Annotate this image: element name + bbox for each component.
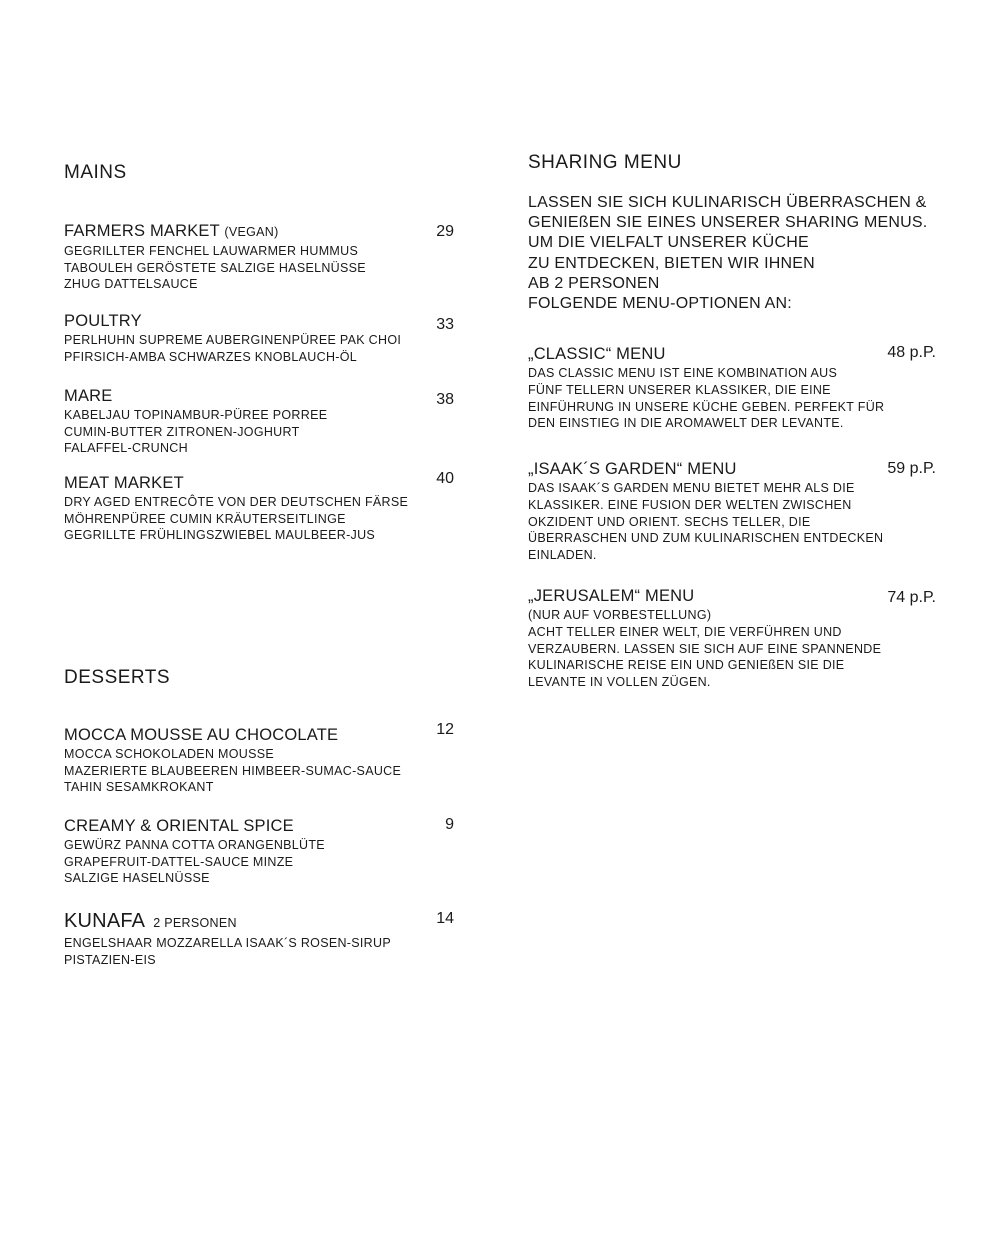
item-title: „JERUSALEM“ MENU (528, 587, 695, 605)
item-description: PERLHUHN SUPREME AUBERGINENPÜREE PAK CHOI PFIRSICH-AMBA SCHWARZES KNOBLAUCH-ÖL (64, 333, 402, 364)
item-title: „ISAAK´S GARDEN“ MENU (528, 460, 737, 478)
mains-item-mare (64, 387, 454, 457)
sharing-menu-isaaks-garden (528, 460, 936, 564)
desserts-item-creamy-oriental-spice (64, 817, 454, 887)
item-description: ENGELSHAAR MOZZARELLA ISAAK´S ROSEN-SIRUP PISTAZIEN-EIS (64, 936, 391, 967)
item-price: 12 (436, 721, 454, 738)
mains-item-farmers-market (64, 222, 454, 293)
item-description: DAS ISAAK´S GARDEN MENU BIETET MEHR ALS DIE KLASSIKER. EINE FUSION DER WELTEN ZWISCHEN OKZIDENT UND ORIENT. SECHS TELLER, DIE ÜBERRASCHEN UND ZUM KULINARISCHEN ENTDECKEN EINLADEN. (528, 481, 884, 563)
sharing-menu-intro: LASSEN SIE SICH KULINARISCH ÜBERRASCHEN & GENIEßEN SIE EINES UNSERER SHARING MENUS. UM DIE VIELFALT UNSERER KÜCHE ZU ENTDECKEN, BIETEN WIR IHNEN AB 2 PERSONEN FOLGENDE MENU-OPTIONEN AN: (528, 194, 928, 313)
item-note: 2 PERSONEN (153, 916, 237, 930)
desserts-heading: DESSERTS (64, 667, 171, 688)
mains-item-poultry (64, 312, 454, 365)
desserts-item-mocca-mousse (64, 721, 454, 796)
mains-item-meat-market (64, 470, 454, 544)
item-description: MOCCA SCHOKOLADEN MOUSSE MAZERIERTE BLAUBEEREN HIMBEER-SUMAC-SAUCE TAHIN SESAMKROKANT (64, 747, 402, 794)
item-title: „CLASSIC“ MENU (528, 345, 666, 363)
item-price: 33 (436, 316, 454, 333)
item-description: GEWÜRZ PANNA COTTA ORANGENBLÜTE GRAPEFRUIT-DATTEL-SAUCE MINZE SALZIGE HASELNÜSSE (64, 838, 325, 885)
sharing-menu-classic (528, 345, 936, 432)
sharing-menu-heading: SHARING MENU (528, 152, 682, 173)
item-price: 40 (436, 470, 454, 487)
item-title: MARE (64, 387, 113, 405)
desserts-item-kunafa (64, 911, 454, 968)
item-title: FARMERS MARKET (VEGAN) (64, 222, 279, 240)
item-description: DAS CLASSIC MENU IST EINE KOMBINATION AUS FÜNF TELLERN UNSERER KLASSIKER, DIE EINE EINFÜHRUNG IN UNSERE KÜCHE GEBEN. PERFEKT FÜR DEN EINSTIEG IN DIE AROMAWELT DER LEVANTE. (528, 366, 885, 431)
item-price: 74 p.P. (887, 589, 936, 606)
item-title: POULTRY (64, 312, 142, 330)
item-price: 14 (436, 910, 454, 927)
item-description: DRY AGED ENTRECÔTE VON DER DEUTSCHEN FÄRSE MÖHRENPÜREE CUMIN KRÄUTERSEITLINGE GEGRILLTE FRÜHLINGSZWIEBEL MAULBEER-JUS (64, 495, 409, 542)
sharing-menu-jerusalem (528, 587, 936, 691)
item-description: KABELJAU TOPINAMBUR-PÜREE PORREE CUMIN-BUTTER ZITRONEN-JOGHURT FALAFFEL-CRUNCH (64, 408, 328, 455)
item-price: 59 p.P. (887, 460, 936, 477)
item-description: GEGRILLTER FENCHEL LAUWARMER HUMMUS TABOULEH GERÖSTETE SALZIGE HASELNÜSSE ZHUG DATTELSAUCE (64, 244, 366, 291)
item-note: (VEGAN) (224, 225, 279, 239)
item-price: 9 (445, 816, 454, 833)
item-price: 48 p.P. (887, 344, 936, 361)
item-title: CREAMY & ORIENTAL SPICE (64, 817, 294, 835)
item-title: KUNAFA 2 PERSONEN (64, 910, 237, 932)
item-price: 29 (436, 223, 454, 240)
item-title: MOCCA MOUSSE AU CHOCOLATE (64, 726, 339, 744)
mains-heading: MAINS (64, 162, 127, 183)
item-price: 38 (436, 391, 454, 408)
item-description: (NUR AUF VORBESTELLUNG) ACHT TELLER EINER WELT, DIE VERFÜHREN UND VERZAUBERN. LASSEN SIE SICH AUF EINE SPANNENDE KULINARISCHE REISE EIN UND GENIEßEN SIE DIE LEVANTE IN VOLLEN ZÜGEN. (528, 608, 882, 690)
item-title: MEAT MARKET (64, 474, 184, 492)
